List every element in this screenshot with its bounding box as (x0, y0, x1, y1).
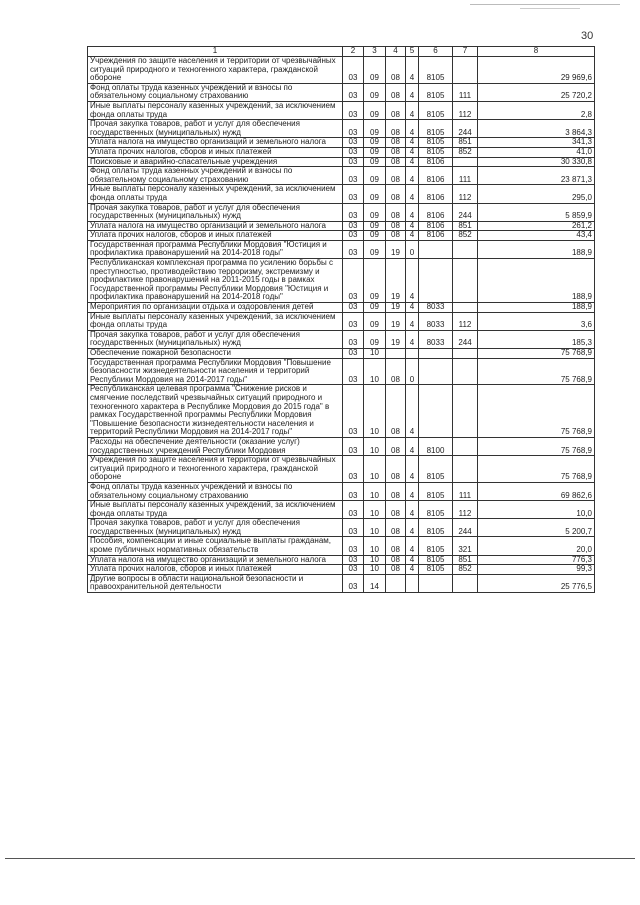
row-code-cell: 8105 (419, 138, 453, 148)
row-code-cell: 8105 (419, 565, 453, 575)
row-amount-cell: 185,3 (478, 330, 595, 348)
row-code-cell: 09 (364, 138, 386, 148)
row-code-cell: 03 (343, 555, 364, 565)
table-row (88, 330, 595, 348)
row-code-cell: 08 (386, 185, 406, 203)
row-code-cell: 10 (364, 565, 386, 575)
row-code-cell: 19 (386, 330, 406, 348)
row-code-cell: 03 (343, 147, 364, 157)
row-code-cell (419, 385, 453, 438)
row-code-cell: 4 (406, 501, 419, 519)
row-code-cell (453, 240, 478, 258)
row-code-cell (453, 456, 478, 483)
row-code-cell: 8100 (419, 437, 453, 455)
row-name-cell: Уплата прочих налогов, сборов и иных платежей (88, 565, 343, 575)
row-code-cell (453, 437, 478, 455)
row-amount-cell: 5 859,9 (478, 203, 595, 221)
row-code-cell: 4 (406, 120, 419, 138)
row-amount-cell: 261,2 (478, 221, 595, 231)
row-code-cell: 03 (343, 57, 364, 84)
row-name-cell: Мероприятия по организации отдыха и оздоровления детей (88, 303, 343, 313)
row-amount-cell: 75 768,9 (478, 385, 595, 438)
row-code-cell: 111 (453, 167, 478, 185)
row-code-cell: 03 (343, 203, 364, 221)
row-code-cell: 10 (364, 358, 386, 385)
row-amount-cell: 2,8 (478, 101, 595, 119)
row-code-cell: 09 (364, 303, 386, 313)
row-code-cell: 03 (343, 482, 364, 500)
row-code-cell (386, 349, 406, 359)
row-code-cell: 8105 (419, 101, 453, 119)
row-code-cell: 244 (453, 120, 478, 138)
table-header-row (88, 47, 595, 57)
row-code-cell: 03 (343, 231, 364, 241)
row-code-cell: 8106 (419, 221, 453, 231)
row-code-cell: 8105 (419, 83, 453, 101)
row-code-cell: 10 (364, 456, 386, 483)
row-code-cell: 03 (343, 120, 364, 138)
row-code-cell: 111 (453, 482, 478, 500)
row-code-cell: 8105 (419, 147, 453, 157)
row-code-cell: 08 (386, 555, 406, 565)
table-row (88, 101, 595, 119)
row-code-cell: 4 (406, 83, 419, 101)
row-code-cell: 08 (386, 437, 406, 455)
row-code-cell: 4 (406, 203, 419, 221)
row-code-cell: 08 (386, 138, 406, 148)
row-code-cell: 4 (406, 385, 419, 438)
table-row (88, 259, 595, 303)
row-code-cell: 112 (453, 101, 478, 119)
row-code-cell: 8033 (419, 330, 453, 348)
column-header: 6 (419, 47, 453, 57)
table-row (88, 221, 595, 231)
row-code-cell: 03 (343, 537, 364, 555)
row-code-cell: 03 (343, 519, 364, 537)
column-header: 3 (364, 47, 386, 57)
row-code-cell: 08 (386, 385, 406, 438)
row-name-cell: Прочая закупка товаров, работ и услуг для обеспечения государственных (муниципальных) нужд (88, 519, 343, 537)
table-row (88, 185, 595, 203)
row-code-cell: 8106 (419, 157, 453, 167)
row-code-cell (386, 574, 406, 592)
row-name-cell: Прочая закупка товаров, работ и услуг для обеспечения государственных (муниципальных) нужд (88, 330, 343, 348)
row-code-cell: 852 (453, 231, 478, 241)
row-code-cell: 244 (453, 203, 478, 221)
column-header: 5 (406, 47, 419, 57)
row-name-cell: Республиканская целевая программа "Снижение рисков и смягчение последствий чрезвычайных ситуаций природного и техногенного характера в Республике Мордовия до 2015 года" в рамках Государственной программы Республики Мордовия "Повышение безопасности жизнедеятельности населения и территорий Республики Мордовия на 2014-2017 годы" (88, 385, 343, 438)
row-code-cell: 09 (364, 57, 386, 84)
row-code-cell (419, 259, 453, 303)
row-amount-cell: 30 330,8 (478, 157, 595, 167)
row-code-cell: 4 (406, 437, 419, 455)
bottom-rule (5, 858, 635, 859)
row-name-cell: Иные выплаты персоналу казенных учреждений, за исключением фонда оплаты труда (88, 185, 343, 203)
row-code-cell: 03 (343, 259, 364, 303)
row-name-cell: Обеспечение пожарной безопасности (88, 349, 343, 359)
row-amount-cell: 188,9 (478, 259, 595, 303)
column-header: 8 (478, 47, 595, 57)
row-code-cell (453, 385, 478, 438)
table-row (88, 120, 595, 138)
row-name-cell: Другие вопросы в области национальной безопасности и правоохранительной деятельности (88, 574, 343, 592)
row-code-cell: 8106 (419, 231, 453, 241)
row-name-cell: Иные выплаты персоналу казенных учреждений, за исключением фонда оплаты труда (88, 101, 343, 119)
row-code-cell: 03 (343, 167, 364, 185)
row-code-cell: 03 (343, 358, 364, 385)
scan-mark (470, 4, 620, 5)
column-header: 1 (88, 47, 343, 57)
table-row (88, 565, 595, 575)
row-code-cell: 09 (364, 312, 386, 330)
row-code-cell: 244 (453, 519, 478, 537)
row-code-cell: 851 (453, 555, 478, 565)
table-row (88, 358, 595, 385)
row-code-cell: 09 (364, 240, 386, 258)
row-amount-cell: 99,3 (478, 565, 595, 575)
row-amount-cell: 3,6 (478, 312, 595, 330)
row-name-cell: Прочая закупка товаров, работ и услуг для обеспечения государственных (муниципальных) нужд (88, 203, 343, 221)
row-code-cell: 10 (364, 537, 386, 555)
row-code-cell: 08 (386, 537, 406, 555)
row-code-cell: 851 (453, 138, 478, 148)
row-code-cell: 8105 (419, 120, 453, 138)
row-code-cell: 321 (453, 537, 478, 555)
row-code-cell: 09 (364, 167, 386, 185)
table-row (88, 519, 595, 537)
row-code-cell: 08 (386, 57, 406, 84)
row-code-cell: 4 (406, 312, 419, 330)
table-row (88, 147, 595, 157)
row-name-cell: Уплата прочих налогов, сборов и иных платежей (88, 147, 343, 157)
row-code-cell: 8106 (419, 185, 453, 203)
row-code-cell: 8105 (419, 501, 453, 519)
column-header: 4 (386, 47, 406, 57)
row-code-cell: 851 (453, 221, 478, 231)
row-code-cell: 0 (406, 240, 419, 258)
row-code-cell: 09 (364, 203, 386, 221)
row-code-cell: 4 (406, 147, 419, 157)
row-amount-cell: 188,9 (478, 240, 595, 258)
row-code-cell (419, 358, 453, 385)
row-code-cell: 112 (453, 312, 478, 330)
row-code-cell: 4 (406, 157, 419, 167)
row-code-cell: 03 (343, 185, 364, 203)
row-amount-cell: 3 864,3 (478, 120, 595, 138)
row-code-cell: 4 (406, 167, 419, 185)
row-amount-cell: 5 200,7 (478, 519, 595, 537)
row-code-cell: 09 (364, 147, 386, 157)
scan-mark (520, 8, 580, 9)
table-row (88, 437, 595, 455)
table-row (88, 167, 595, 185)
table-row (88, 231, 595, 241)
row-name-cell: Иные выплаты персоналу казенных учреждений, за исключением фонда оплаты труда (88, 501, 343, 519)
table-row (88, 240, 595, 258)
row-code-cell: 4 (406, 565, 419, 575)
row-code-cell: 10 (364, 437, 386, 455)
row-code-cell: 852 (453, 147, 478, 157)
row-code-cell (453, 574, 478, 592)
row-code-cell: 8105 (419, 482, 453, 500)
column-header: 2 (343, 47, 364, 57)
row-code-cell: 03 (343, 303, 364, 313)
table-row (88, 57, 595, 84)
row-code-cell: 08 (386, 203, 406, 221)
row-code-cell: 09 (364, 330, 386, 348)
row-amount-cell: 29 969,6 (478, 57, 595, 84)
row-code-cell: 08 (386, 565, 406, 575)
row-code-cell (406, 574, 419, 592)
row-name-cell: Фонд оплаты труда казенных учреждений и взносы по обязательному социальному страхованию (88, 83, 343, 101)
row-code-cell (453, 303, 478, 313)
row-amount-cell: 341,3 (478, 138, 595, 148)
table-row (88, 157, 595, 167)
row-code-cell: 08 (386, 519, 406, 537)
row-code-cell: 14 (364, 574, 386, 592)
budget-table (87, 46, 595, 593)
row-amount-cell: 75 768,9 (478, 437, 595, 455)
row-code-cell: 4 (406, 259, 419, 303)
row-code-cell: 03 (343, 312, 364, 330)
row-code-cell: 19 (386, 259, 406, 303)
row-code-cell: 08 (386, 147, 406, 157)
row-code-cell: 08 (386, 167, 406, 185)
row-code-cell (419, 574, 453, 592)
row-code-cell: 111 (453, 83, 478, 101)
row-code-cell: 4 (406, 138, 419, 148)
page-number: 30 (581, 30, 594, 42)
row-code-cell: 08 (386, 358, 406, 385)
row-code-cell: 09 (364, 259, 386, 303)
row-code-cell: 8033 (419, 312, 453, 330)
row-name-cell: Учреждения по защите населения и территории от чрезвычайных ситуаций природного и техногенного характера, гражданской обороне (88, 57, 343, 84)
row-amount-cell: 25 720,2 (478, 83, 595, 101)
row-code-cell: 112 (453, 185, 478, 203)
row-code-cell: 4 (406, 537, 419, 555)
row-code-cell: 4 (406, 303, 419, 313)
table-row (88, 537, 595, 555)
row-code-cell: 4 (406, 101, 419, 119)
row-code-cell (453, 57, 478, 84)
row-code-cell: 03 (343, 385, 364, 438)
table-row (88, 349, 595, 359)
row-code-cell: 8106 (419, 203, 453, 221)
row-code-cell: 852 (453, 565, 478, 575)
row-code-cell: 19 (386, 240, 406, 258)
table-row (88, 312, 595, 330)
row-name-cell: Уплата налога на имущество организаций и земельного налога (88, 555, 343, 565)
row-name-cell: Расходы на обеспечение деятельности (оказание услуг) государственных учреждений Республики Мордовия (88, 437, 343, 455)
row-code-cell: 10 (364, 482, 386, 500)
row-name-cell: Иные выплаты персоналу казенных учреждений, за исключением фонда оплаты труда (88, 312, 343, 330)
row-code-cell: 09 (364, 221, 386, 231)
row-code-cell (419, 240, 453, 258)
row-code-cell: 03 (343, 240, 364, 258)
row-name-cell: Уплата налога на имущество организаций и земельного налога (88, 138, 343, 148)
table-row (88, 555, 595, 565)
row-amount-cell: 20,0 (478, 537, 595, 555)
row-code-cell: 03 (343, 501, 364, 519)
row-amount-cell: 75 768,9 (478, 358, 595, 385)
row-name-cell: Государственная программа Республики Мордовия "Юстиция и профилактика правонарушений на 2014-2018 годы" (88, 240, 343, 258)
row-code-cell: 10 (364, 385, 386, 438)
row-code-cell (453, 358, 478, 385)
table-body (88, 57, 595, 593)
row-code-cell: 03 (343, 437, 364, 455)
row-code-cell: 4 (406, 57, 419, 84)
row-code-cell: 03 (343, 574, 364, 592)
row-code-cell: 08 (386, 231, 406, 241)
row-code-cell (419, 349, 453, 359)
row-code-cell: 244 (453, 330, 478, 348)
row-name-cell: Фонд оплаты труда казенных учреждений и взносы по обязательному социальному страхованию (88, 482, 343, 500)
row-name-cell: Учреждения по защите населения и территории от чрезвычайных ситуаций природного и техногенного характера, гражданской обороне (88, 456, 343, 483)
row-code-cell: 8105 (419, 519, 453, 537)
row-code-cell: 08 (386, 120, 406, 138)
row-code-cell: 4 (406, 456, 419, 483)
table-row (88, 83, 595, 101)
row-code-cell: 08 (386, 456, 406, 483)
row-name-cell: Уплата налога на имущество организаций и земельного налога (88, 221, 343, 231)
row-code-cell: 8033 (419, 303, 453, 313)
row-code-cell: 03 (343, 101, 364, 119)
row-code-cell: 4 (406, 482, 419, 500)
row-amount-cell: 41,0 (478, 147, 595, 157)
row-code-cell: 03 (343, 138, 364, 148)
row-code-cell: 09 (364, 231, 386, 241)
row-code-cell: 08 (386, 157, 406, 167)
row-code-cell: 8105 (419, 456, 453, 483)
row-code-cell: 8105 (419, 555, 453, 565)
row-name-cell: Уплата прочих налогов, сборов и иных платежей (88, 231, 343, 241)
row-code-cell: 08 (386, 221, 406, 231)
row-code-cell: 10 (364, 501, 386, 519)
row-code-cell: 03 (343, 456, 364, 483)
row-amount-cell: 69 862,6 (478, 482, 595, 500)
row-amount-cell: 10,0 (478, 501, 595, 519)
row-code-cell: 08 (386, 501, 406, 519)
table-row (88, 385, 595, 438)
column-header: 7 (453, 47, 478, 57)
row-code-cell: 03 (343, 83, 364, 101)
table-row (88, 303, 595, 313)
table-row (88, 574, 595, 592)
row-code-cell: 4 (406, 231, 419, 241)
row-code-cell: 03 (343, 349, 364, 359)
row-code-cell: 03 (343, 157, 364, 167)
table-row (88, 482, 595, 500)
row-amount-cell: 188,9 (478, 303, 595, 313)
row-code-cell: 4 (406, 185, 419, 203)
row-code-cell (453, 157, 478, 167)
table-row (88, 203, 595, 221)
row-name-cell: Прочая закупка товаров, работ и услуг для обеспечения государственных (муниципальных) нужд (88, 120, 343, 138)
row-code-cell: 4 (406, 221, 419, 231)
row-code-cell: 03 (343, 330, 364, 348)
row-code-cell: 10 (364, 349, 386, 359)
table-row (88, 501, 595, 519)
row-amount-cell: 43,4 (478, 231, 595, 241)
row-code-cell: 19 (386, 312, 406, 330)
row-code-cell (453, 259, 478, 303)
row-code-cell: 4 (406, 330, 419, 348)
row-code-cell: 09 (364, 120, 386, 138)
row-amount-cell: 776,3 (478, 555, 595, 565)
row-code-cell: 8105 (419, 537, 453, 555)
row-name-cell: Пособия, компенсации и иные социальные выплаты гражданам, кроме публичных нормативных обязательств (88, 537, 343, 555)
row-code-cell: 112 (453, 501, 478, 519)
row-code-cell: 8106 (419, 167, 453, 185)
row-code-cell: 4 (406, 519, 419, 537)
row-amount-cell: 75 768,9 (478, 349, 595, 359)
row-amount-cell: 75 768,9 (478, 456, 595, 483)
row-code-cell: 09 (364, 157, 386, 167)
row-code-cell: 03 (343, 221, 364, 231)
table-row (88, 138, 595, 148)
row-code-cell: 09 (364, 101, 386, 119)
row-name-cell: Фонд оплаты труда казенных учреждений и взносы по обязательному социальному страхованию (88, 167, 343, 185)
table-row (88, 456, 595, 483)
row-code-cell: 03 (343, 565, 364, 575)
row-amount-cell: 23 871,3 (478, 167, 595, 185)
row-code-cell (453, 349, 478, 359)
row-name-cell: Поисковые и аварийно-спасательные учреждения (88, 157, 343, 167)
row-code-cell: 4 (406, 555, 419, 565)
row-code-cell: 08 (386, 482, 406, 500)
row-name-cell: Государственная программа Республики Мордовия "Повышение безопасности жизнедеятельности населения и территорий Республики Мордовия на 2014-2017 годы" (88, 358, 343, 385)
row-code-cell: 09 (364, 83, 386, 101)
row-amount-cell: 295,0 (478, 185, 595, 203)
row-code-cell: 08 (386, 101, 406, 119)
row-amount-cell: 25 776,5 (478, 574, 595, 592)
row-name-cell: Республиканская комплексная программа по усилению борьбы с преступностью, противодействию терроризму, экстремизму и профилактике правонарушений на 2011-2015 годы в рамках Государственной программы Республики Мордовия "Юстиция и профилактика правонарушений на 2014-2018 годы" (88, 259, 343, 303)
row-code-cell: 19 (386, 303, 406, 313)
row-code-cell: 10 (364, 555, 386, 565)
row-code-cell: 8105 (419, 57, 453, 84)
row-code-cell: 09 (364, 185, 386, 203)
row-code-cell: 0 (406, 358, 419, 385)
row-code-cell (406, 349, 419, 359)
row-code-cell: 08 (386, 83, 406, 101)
row-code-cell: 10 (364, 519, 386, 537)
